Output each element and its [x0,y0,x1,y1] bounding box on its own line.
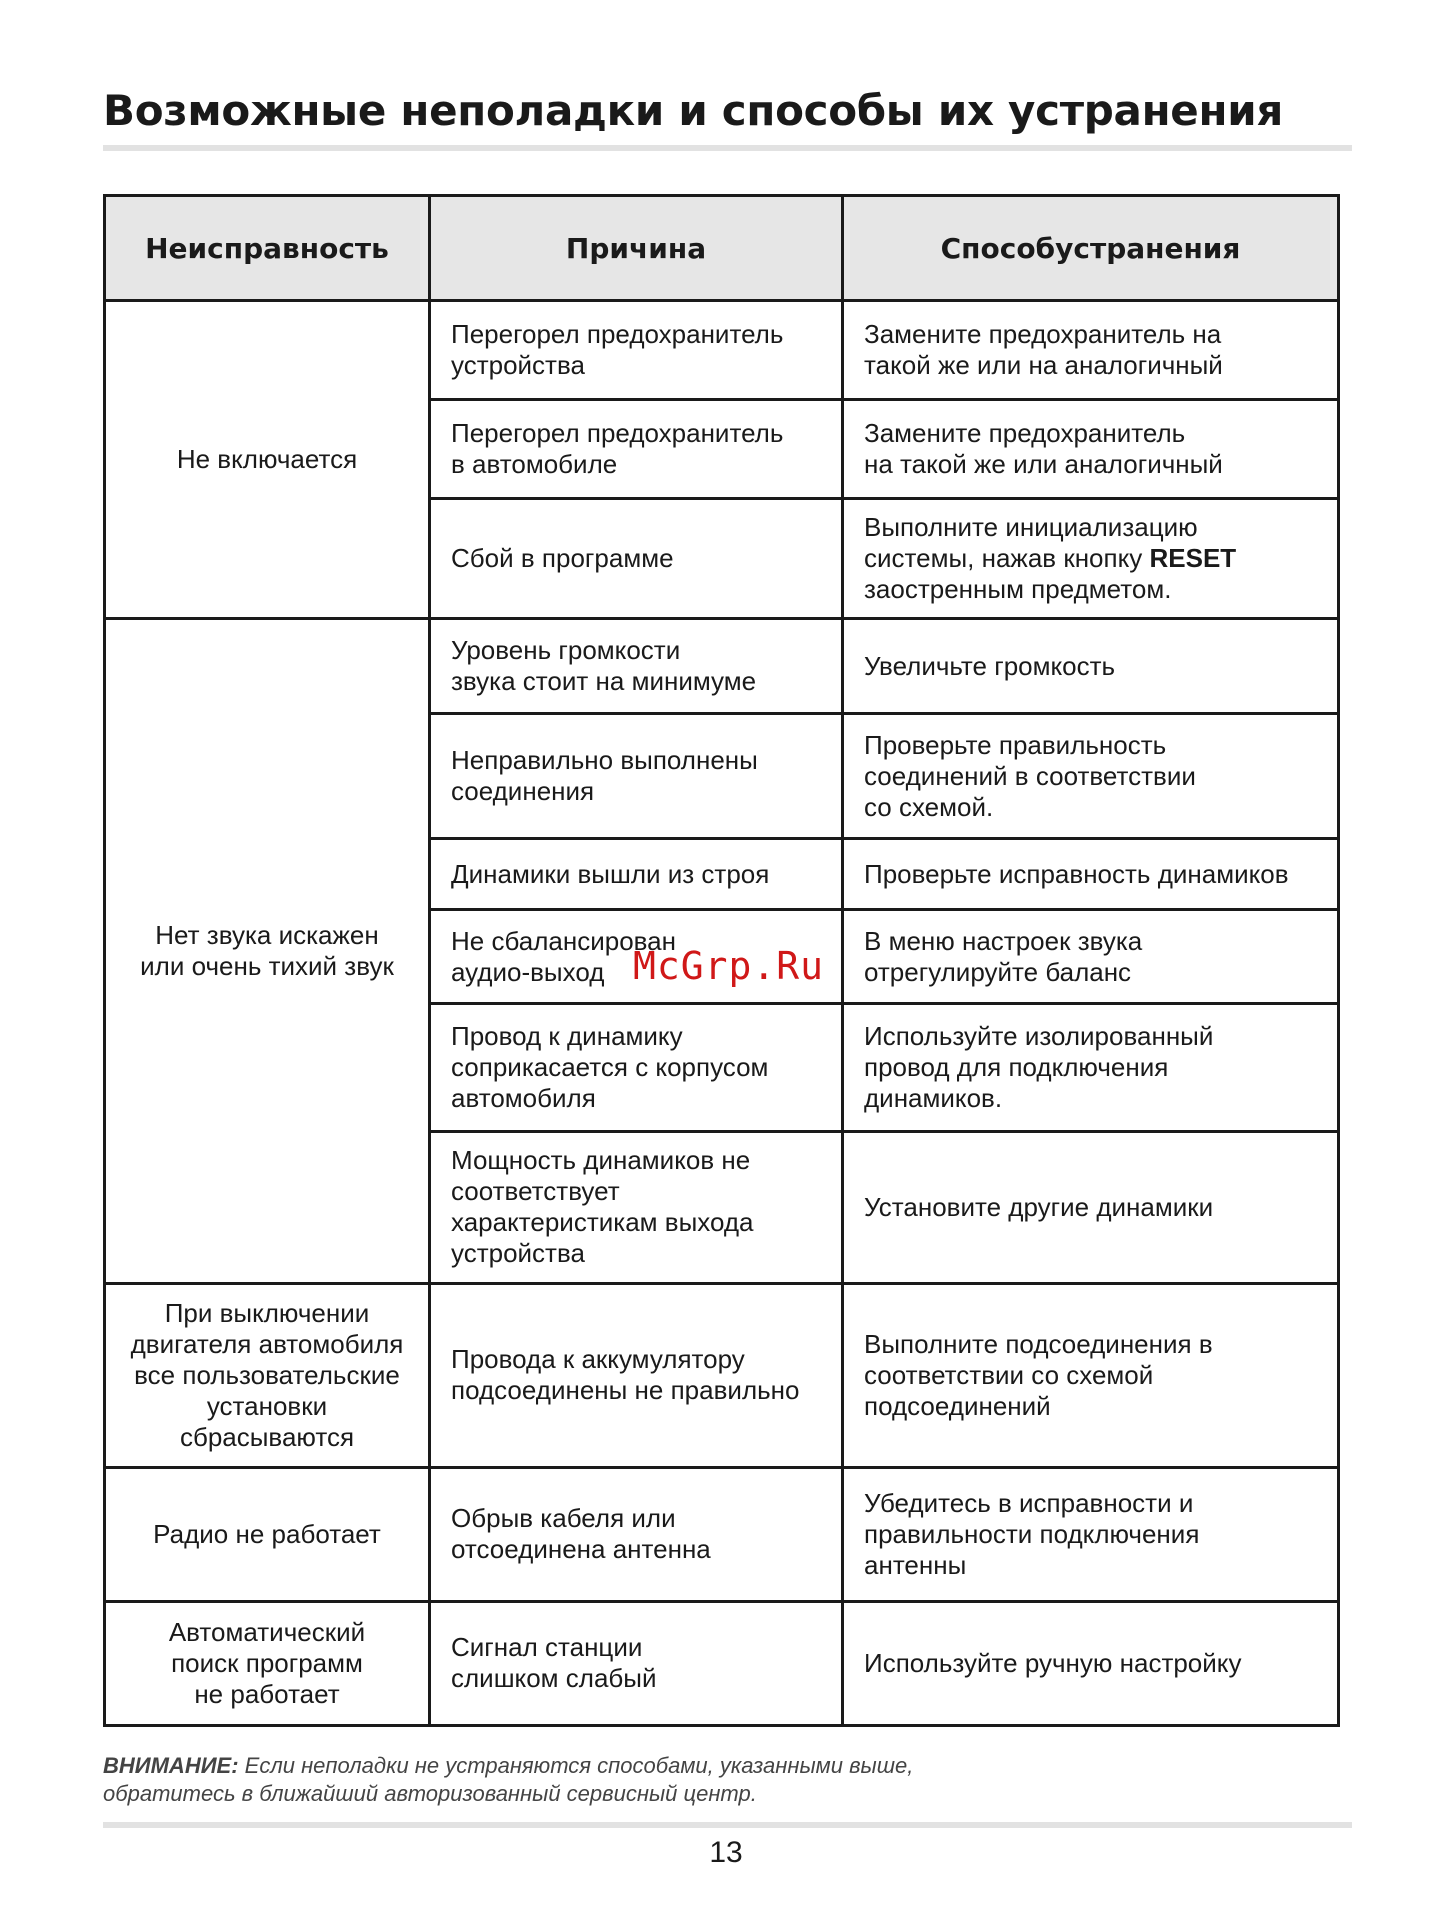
cause-cell: Уровень громкости звука стоит на минимуме [430,619,843,714]
fault-cell: Не включается [105,301,430,619]
table-row [105,1283,1339,1467]
cause-cell: Сигнал станции слишком слабый [430,1601,843,1725]
cause-cell: Сбой в программе [430,499,843,619]
fix-cell: Проверьте правильность соединений в соответствии со схемой. [843,714,1339,839]
page-number: 13 [709,1836,743,1869]
title-divider [103,145,1352,151]
fault-cell: Автоматический поиск программ не работает [105,1601,430,1725]
cause-cell: Мощность динамиков не соответствует характеристикам выхода устройства [430,1131,843,1283]
fix-text: заостренным предметом. [864,574,1172,605]
warning-text: Если неполадки не устраняются способами, указанными выше, обратитесь в ближайший авторизованный сервисный центр. [103,1753,914,1806]
fix-cell: В меню настроек звука отрегулируйте баланс [843,910,1339,1004]
warning-label: ВНИМАНИЕ: [103,1753,239,1778]
fix-cell: Проверьте исправность динамиков [843,839,1339,910]
cause-cell: Перегорел предохранитель устройства [430,301,843,400]
fix-cell: Замените предохранитель на такой же или на аналогичный [843,301,1339,400]
cause-cell: Провод к динамику соприкасается с корпусом автомобиля [430,1004,843,1131]
fix-cell: Выполните подсоединения в соответствии со схемой подсоединений [843,1283,1339,1467]
fix-cell: Увеличьте громкость [843,619,1339,714]
cause-cell: Обрыв кабеля или отсоединена антенна [430,1467,843,1601]
warning-note [103,1752,1203,1808]
header-fault: Неисправность [105,196,430,301]
fix-cell: Убедитесь в исправности и правильности подключения антенны [843,1467,1339,1601]
cause-cell: Провода к аккумулятору подсоединены не правильно [430,1283,843,1467]
reset-keyword: RESET [1149,543,1237,574]
table-row [105,301,1339,400]
watermark: McGrp.Ru [633,944,825,988]
fault-cell: Радио не работает [105,1467,430,1601]
cause-cell: Не сбалансирован аудио-выход [430,910,843,1004]
fix-text: Выполните инициализацию системы, нажав кнопку [864,512,1198,574]
header-cause: Причина [430,196,843,301]
table-header-row [105,196,1339,301]
fix-cell: Замените предохранитель на такой же или аналогичный [843,400,1339,499]
footer-divider [103,1822,1352,1828]
cause-cell: Перегорел предохранитель в автомобиле [430,400,843,499]
table-row [105,619,1339,714]
cause-cell: Неправильно выполнены соединения [430,714,843,839]
page-title: Возможные неполадки и способы их устранения [103,86,1283,135]
fix-cell: Используйте изолированный провод для подключения динамиков. [843,1004,1339,1131]
fix-cell [843,499,1339,619]
fix-cell: Используйте ручную настройку [843,1601,1339,1725]
table-row [105,1467,1339,1601]
fault-cell: При выключении двигателя автомобиля все пользовательские установки сбрасываются [105,1283,430,1467]
fix-cell: Установите другие динамики [843,1131,1339,1283]
header-fix: Способустранения [843,196,1339,301]
table-row [105,1601,1339,1725]
fault-cell: Нет звука искажен или очень тихий звук [105,619,430,1283]
cause-cell: Динамики вышли из строя [430,839,843,910]
